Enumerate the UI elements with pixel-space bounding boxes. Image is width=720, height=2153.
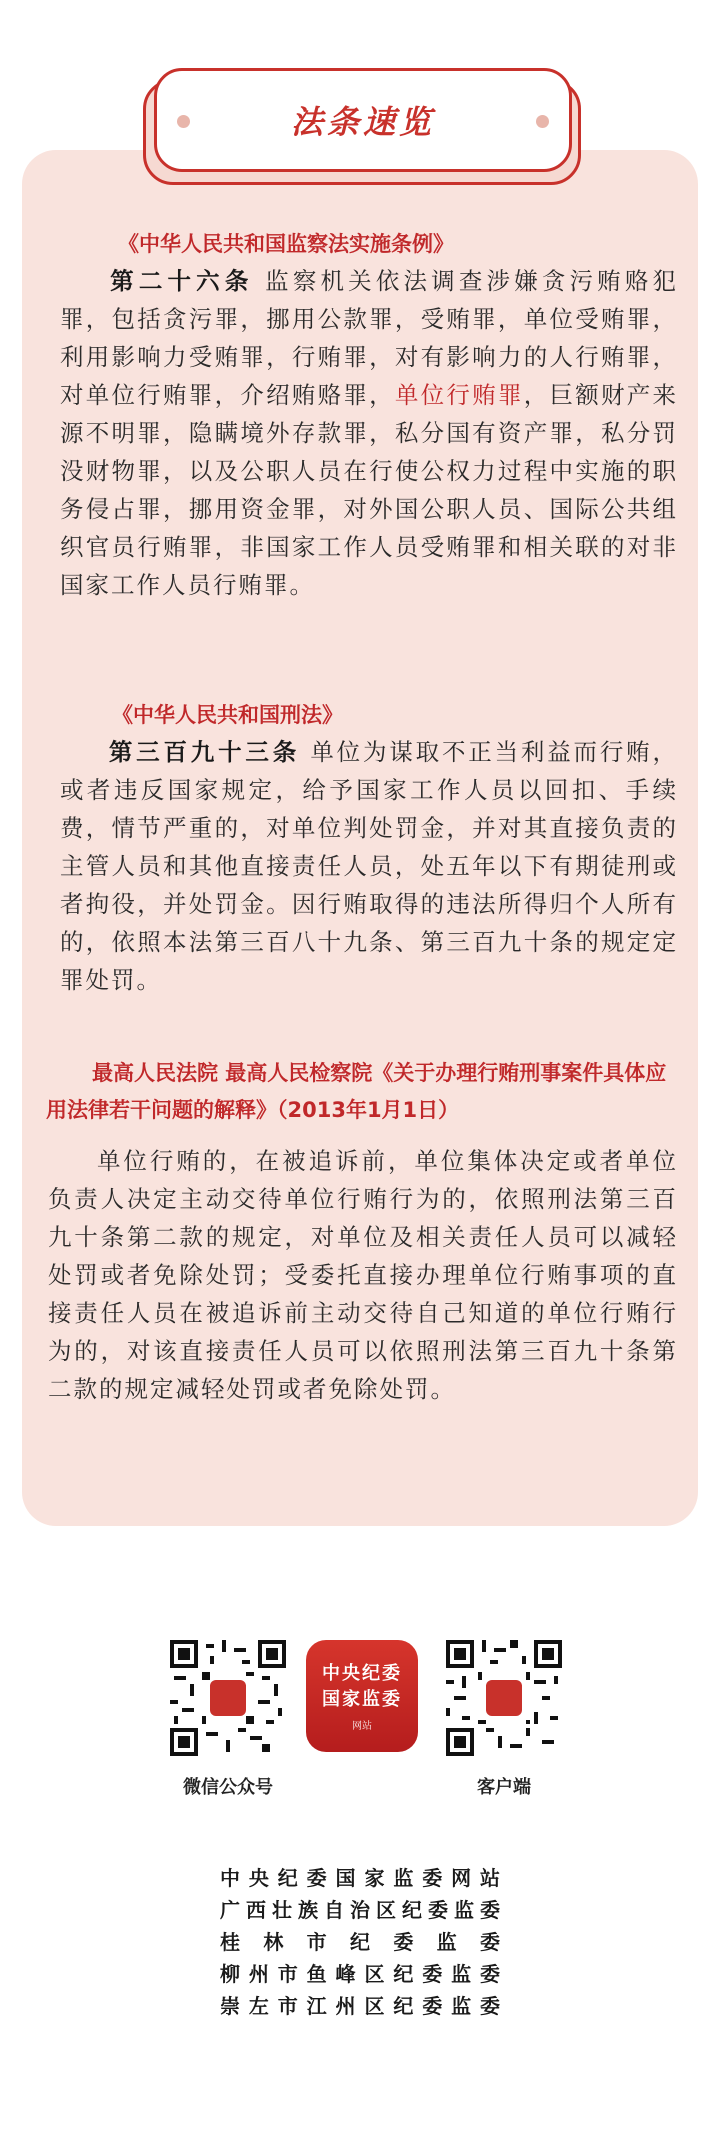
footer-line: 柳州市鱼峰区纪委监委 (220, 1962, 500, 1986)
source-title-3 (46, 1055, 686, 1129)
article-393-paragraph (60, 733, 678, 999)
article-text-2: 单位为谋取不正当利益而行贿，或者违反国家规定，给予国家工作人员以回扣、手续费，情节严重的，对单位判处罚金，并对其直接负责的主管人员和其他直接责任人员，处五年以下有期徒刑或者拘役，并处罚金。因行贿取得的违法所得归个人所有的，依照本法第三百八十九条、第三百九十条的规定定罪处罚。 (60, 738, 679, 994)
article-number-2: 第三百九十三条 (108, 738, 301, 766)
footer-line: 桂林市纪委监委 (220, 1930, 500, 1954)
qr-code-icon (170, 1640, 286, 1756)
logo-line-2: 国家监委 (322, 1688, 402, 1710)
client-qr-code[interactable] (446, 1640, 562, 1756)
ccdi-logo-icon (306, 1640, 418, 1752)
banner (154, 68, 572, 172)
source-title-1: 《中华人民共和国监察法实施条例》 (118, 232, 454, 256)
source-title-2: 《中华人民共和国刑法》 (112, 703, 343, 727)
banner-title: 法条速览 (290, 103, 435, 141)
footer-line: 中央纪委国家监委网站 (220, 1866, 500, 1890)
logo-line-1: 中央纪委 (322, 1662, 402, 1684)
interpretation-paragraph (48, 1142, 678, 1408)
client-label: 客户端 (477, 1777, 531, 1798)
footer-orgs (0, 1862, 720, 2022)
article-text-1a: 监察机关依法调查涉嫌贪污贿赂犯罪，包括贪污罪，挪用公款罪，受贿罪，单位受贿罪，利用影响力受贿罪，行贿罪，对有影响力的人行贿罪，对单位行贿罪，介绍贿赂罪， (60, 267, 678, 409)
interpretation-text: 单位行贿的，在被追诉前，单位集体决定或者单位负责人决定主动交待单位行贿行为的，依照刑法第三百九十条第二款的规定，对单位及相关责任人员可以减轻处罚或者免除处罚；受委托直接办理单位行贿事项的直接责任人员在被追诉前主动交待自己知道的单位行贿行为的，对该直接责任人员可以依照刑法第三百九十条第二款的规定减轻处罚或者免除处罚。 (48, 1147, 678, 1403)
footer-line: 广西壮族自治区纪委监委 (220, 1898, 500, 1922)
highlight-text: 单位行贿罪 (394, 381, 524, 409)
source-title-3-text: 最高人民法院 最高人民检察院《关于办理行贿刑事案件具体应用法律若干问题的解释》（2013年1月1日） (46, 1061, 667, 1122)
qr-code-icon (446, 1640, 562, 1756)
banner-dot-left (177, 115, 190, 128)
footer-line: 崇左市江州区纪委监委 (220, 1994, 500, 2018)
article-number-1: 第二十六条 (108, 267, 254, 295)
wechat-label: 微信公众号 (183, 1777, 273, 1798)
article-26-paragraph (60, 262, 678, 604)
logo-line-3: 网站 (352, 1720, 372, 1732)
wechat-qr-code[interactable] (170, 1640, 286, 1756)
article-text-1b: ，巨额财产来源不明罪，隐瞒境外存款罪，私分国有资产罪，私分罚没财物罪，以及公职人员在行使公权力过程中实施的职务侵占罪，挪用资金罪，对外国公职人员、国际公共组织官员行贿罪，非国家工作人员受贿罪和相关联的对非国家工作人员行贿罪。 (60, 381, 679, 599)
banner-dot-right (536, 115, 549, 128)
